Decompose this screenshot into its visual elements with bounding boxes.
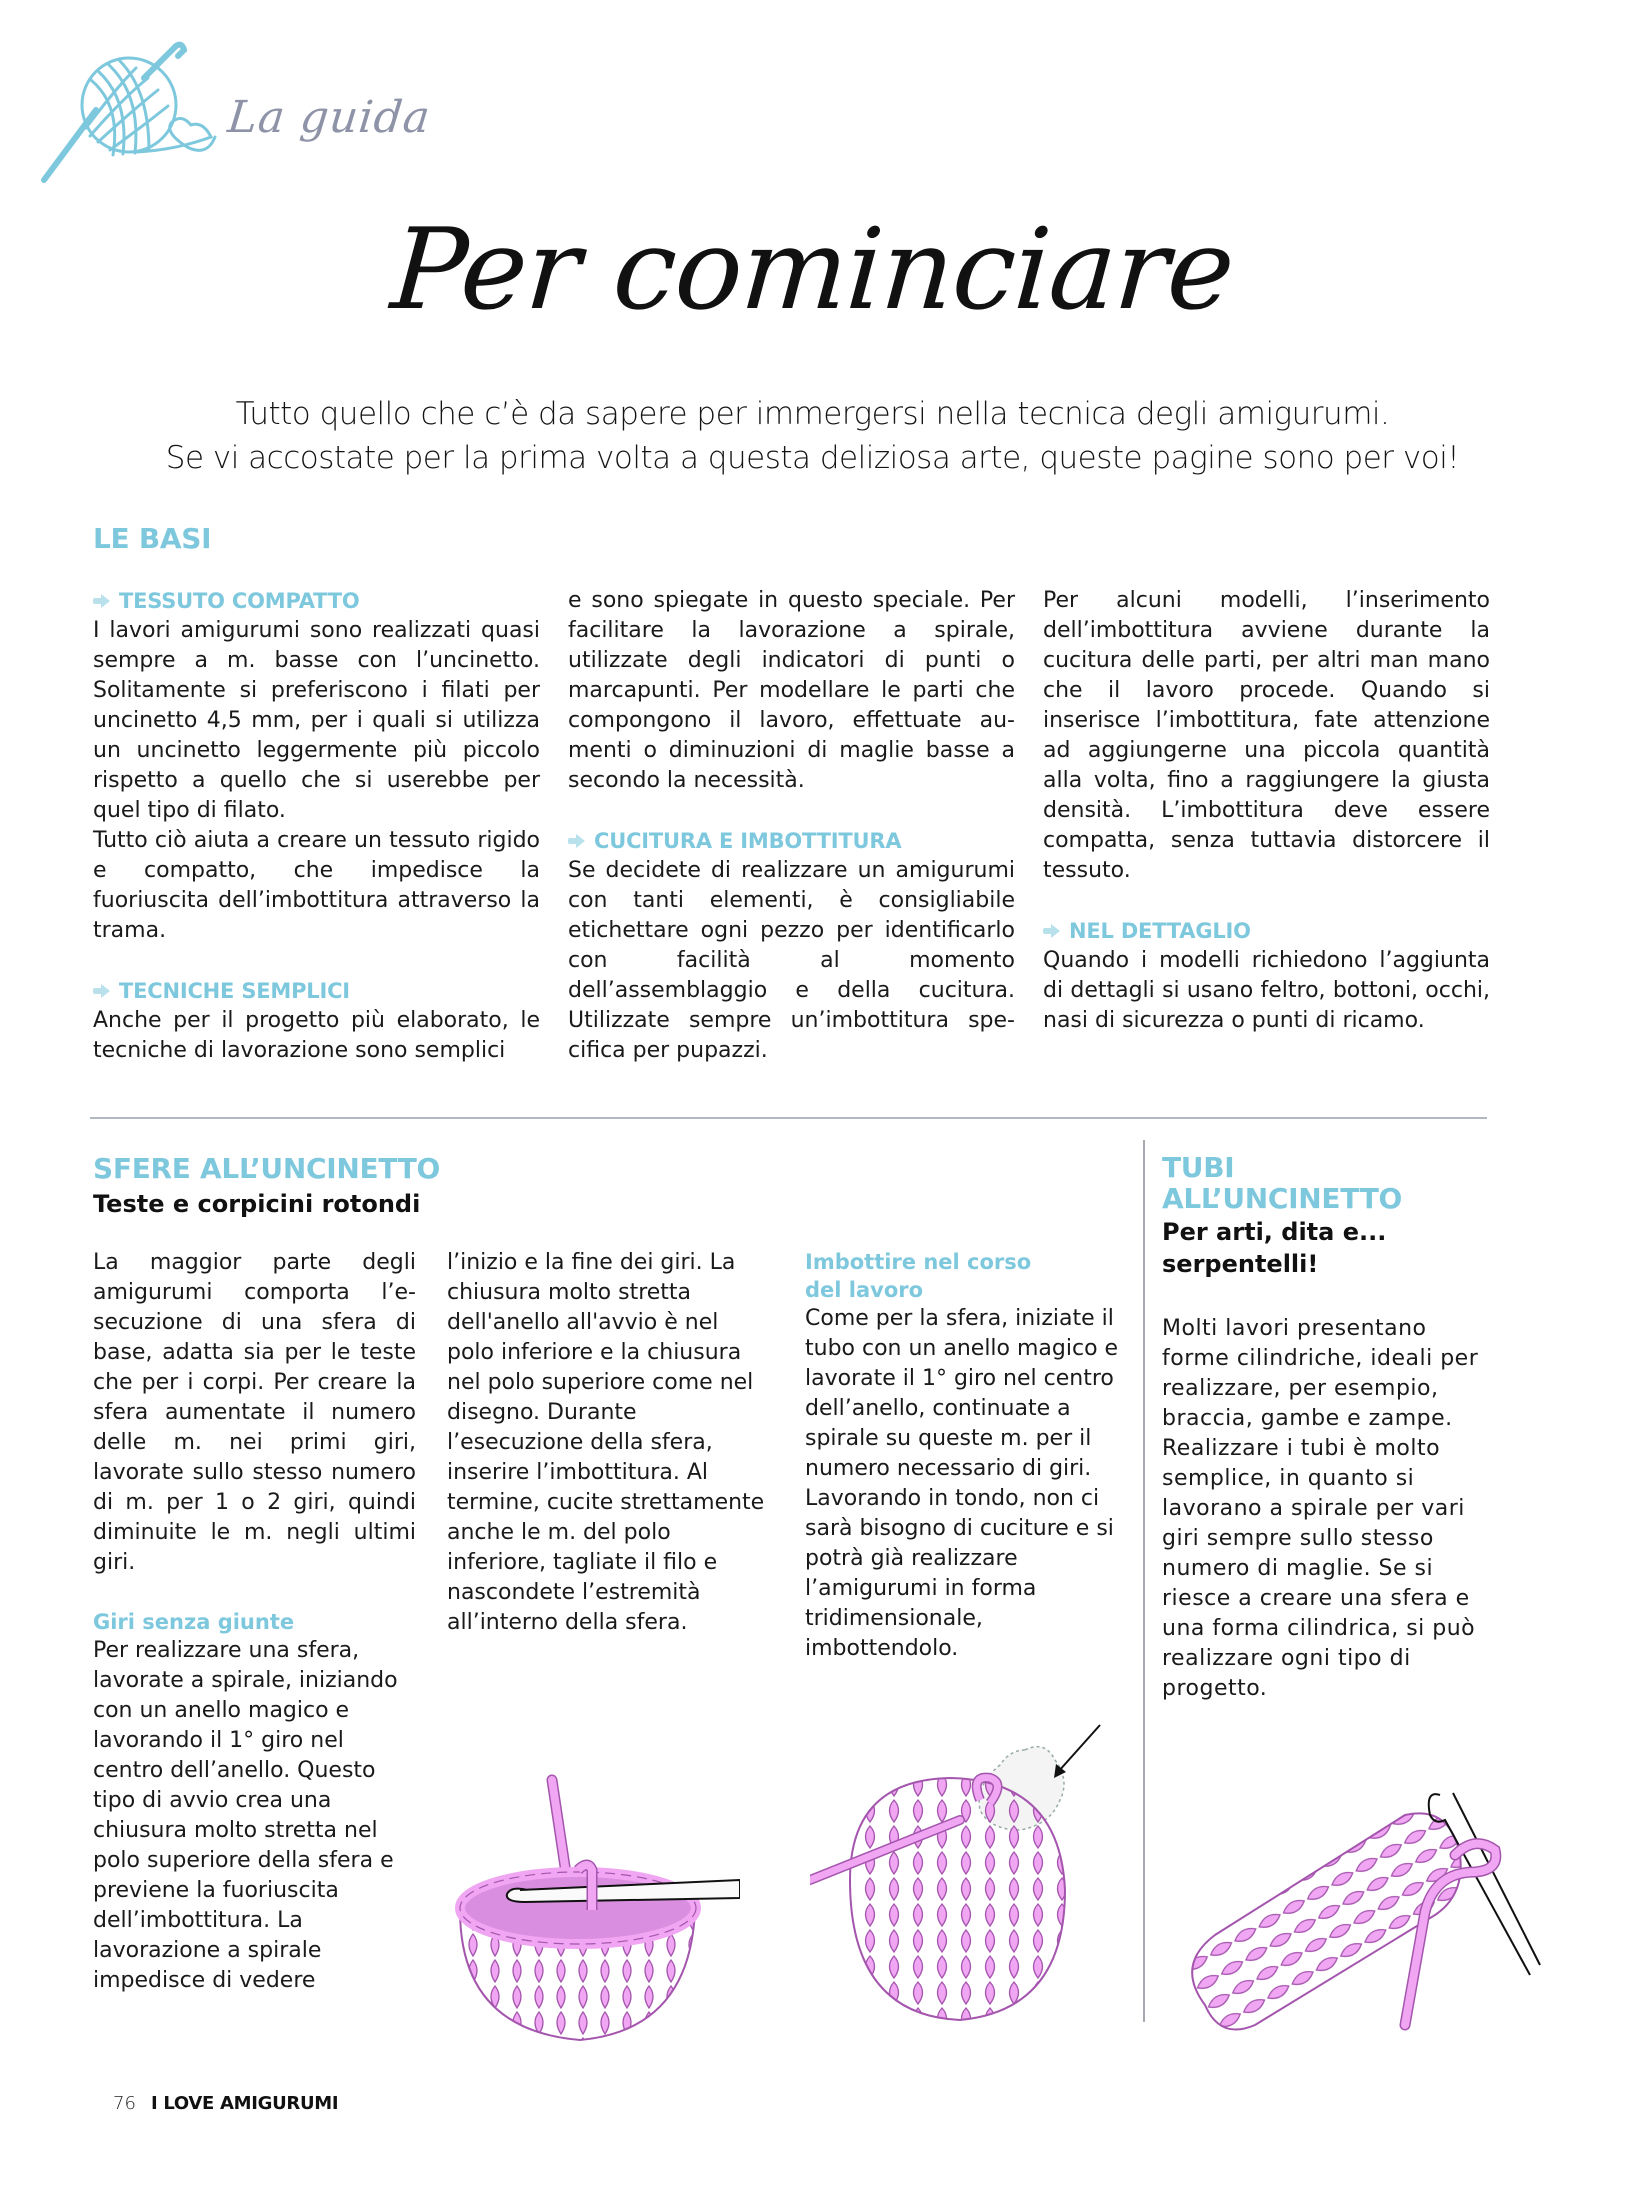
intro-line-1: Tutto quello che c’è da sapere per immergersi nella tecnica degli amigurumi. bbox=[235, 396, 1390, 432]
paragraph: Tutto ciò aiuta a creare un tessuto rigido e compatto, che impedisce la fuoriuscita dell’imbottitura attraverso la trama. bbox=[93, 828, 540, 943]
paragraph: Se decidete di realizzare un amigurumi con tanti elementi, è consigliabile etichettare ogni pezzo per identificarlo con facilità al momento dell’assemblaggio e della cucitura. Utilizzate sempre un’imbottitura specifica per pupazzi. bbox=[568, 858, 1015, 1063]
section-title-sfere: SFERE ALL’UNCINETTO bbox=[93, 1152, 441, 1185]
section-divider bbox=[90, 1117, 1487, 1119]
subheading-tecniche-semplici: TECNICHE SEMPLICI bbox=[93, 976, 540, 1006]
arrow-right-icon bbox=[1043, 924, 1061, 938]
page-title: Per cominciare bbox=[387, 205, 1238, 335]
basi-column-3 bbox=[1043, 586, 1490, 1036]
tubi-column bbox=[1162, 1314, 1492, 1704]
section-kicker: La guida bbox=[225, 92, 434, 143]
arrow-right-icon bbox=[568, 834, 586, 848]
subheading-cucitura-e-imbottitura: CUCITURA E IMBOTTITURA bbox=[568, 826, 1015, 856]
magazine-name: I LOVE AMIGURUMI bbox=[151, 2093, 339, 2114]
arrow-right-icon bbox=[93, 594, 111, 608]
section-title-le-basi: LE BASI bbox=[93, 522, 212, 555]
section-title-tubi: TUBI ALL’UNCINETTO bbox=[1162, 1151, 1402, 1215]
sfere-column-2 bbox=[447, 1248, 772, 1638]
subheading-tessuto-compatto: TESSUTO COMPATTO bbox=[93, 586, 540, 616]
page-number: 76 bbox=[113, 2093, 136, 2114]
subheading-giri-senza-giunte: Giri senza giunte bbox=[93, 1610, 295, 1634]
yarn-ball-logo-icon bbox=[36, 40, 226, 190]
paragraph: l’inizio e la fine dei giri. La chiusura molto stretta dell'anello all'avvio è nel polo inferiore e la chiusura nel polo superiore come nel disegno. Durante l’esecuzione della sfera, inserire l’imbottitura. Al termine, cucite strettamente anche le m. del polo inferiore, tagliate il filo e nascondete l’estremità all’interno della sfera. bbox=[447, 1250, 765, 1635]
basi-column-1 bbox=[93, 586, 540, 1066]
paragraph: Molti lavori presentano forme cilindriche, ideali per realizzare, per esempio, braccia, gambe e zampe. Realizzare i tubi è molto semplice, in quanto si lavorano a spirale per vari giri sempre sullo stesso numero di maglie. Se si riesce a creare una sfera e una forma cilindrica, si può realizzare ogni tipo di progetto. bbox=[1162, 1316, 1479, 1701]
paragraph: e sono spiegate in questo speciale. Per facilitare la lavorazione a spirale, utilizzate degli indicatori di punti o marcapunti. Per modellare le parti che compongono il lavoro, effettuate aumenti o diminuzioni di maglie basse a secondo la necessità. bbox=[568, 588, 1015, 793]
stuffed-sphere-illustration-icon bbox=[810, 1720, 1120, 2040]
paragraph: Anche per il progetto più elaborato, le tecniche di lavorazione sono semplici bbox=[93, 1008, 540, 1063]
paragraph: Quando i modelli richiedono l’aggiunta di dettagli si usano feltro, bottoni, occhi, nasi di sicurezza o punti di ricamo. bbox=[1043, 948, 1490, 1033]
section-subtitle-tubi: Per arti, dita e... serpentelli! bbox=[1162, 1218, 1387, 1278]
paragraph: Come per la sfera, iniziate il tubo con un anello magico e lavorate il 1° giro nel centro dell’anello, continuate a spirale su queste m. per il numero necessario di giri. Lavorando in tondo, non ci sarà bisogno di cuciture e si potrà già realizzare l’amigurumi in forma tridimensionale, imbottendolo. bbox=[805, 1306, 1119, 1661]
subheading-nel-dettaglio: NEL DETTAGLIO bbox=[1043, 916, 1490, 946]
sfere-column-3 bbox=[805, 1248, 1135, 1664]
column-rule bbox=[1143, 1140, 1145, 2022]
paragraph: Per realizzare una sfera, lavorate a spirale, iniziando con un anello magico e lavorando il 1° giro nel centro dell’anello. Questo tipo di avvio crea una chiusura molto stretta nel polo superiore della sfera e previene la fuoriuscita dell’imbottitura. La lavorazione a spirale impedisce di vedere bbox=[93, 1638, 398, 1993]
arrow-right-icon bbox=[93, 984, 111, 998]
crochet-cup-illustration-icon bbox=[440, 1750, 740, 2050]
subheading-imbottire: Imbottire nel corso del lavoro bbox=[805, 1250, 1032, 1302]
paragraph: Per alcuni modelli, l’inserimento dell’imbottitura avviene durante la cucitura delle parti, per altri man mano che il lavoro procede. Quando si inserisce l’imbottitura, fate attenzione ad aggiungerne una piccola quantità alla volta, fino a raggiungere la giusta densità. L’imbottitura deve essere compatta, senza tuttavia distorcere il tessuto. bbox=[1043, 588, 1490, 883]
intro-line-2: Se vi accostate per la prima volta a questa deliziosa arte, queste pagine sono per voi! bbox=[165, 440, 1460, 476]
paragraph: La maggior parte degli amigurumi comporta l’esecuzione di una sfera di base, adatta sia per le teste che per i corpi. Per creare la sfera aumentate il numero delle m. nei primi giri, lavorate sullo stesso numero di m. per 1 o 2 giri, quindi diminuite le m. negli ultimi giri. bbox=[93, 1250, 416, 1575]
paragraph: I lavori amigurumi sono realizzati quasi sempre a m. basse con l’uncinetto. Solitamente si preferiscono i filati per uncinetto 4,5 mm, per i quali si utilizza un uncinetto leggermente più piccolo rispetto a quello che si userebbe per quel tipo di filato. bbox=[93, 618, 540, 823]
sfere-column-1 bbox=[93, 1248, 416, 1996]
section-subtitle-sfere: Teste e corpicini rotondi bbox=[93, 1190, 421, 1218]
basi-column-2 bbox=[568, 586, 1015, 1066]
crochet-tube-illustration-icon bbox=[1175, 1785, 1545, 2045]
